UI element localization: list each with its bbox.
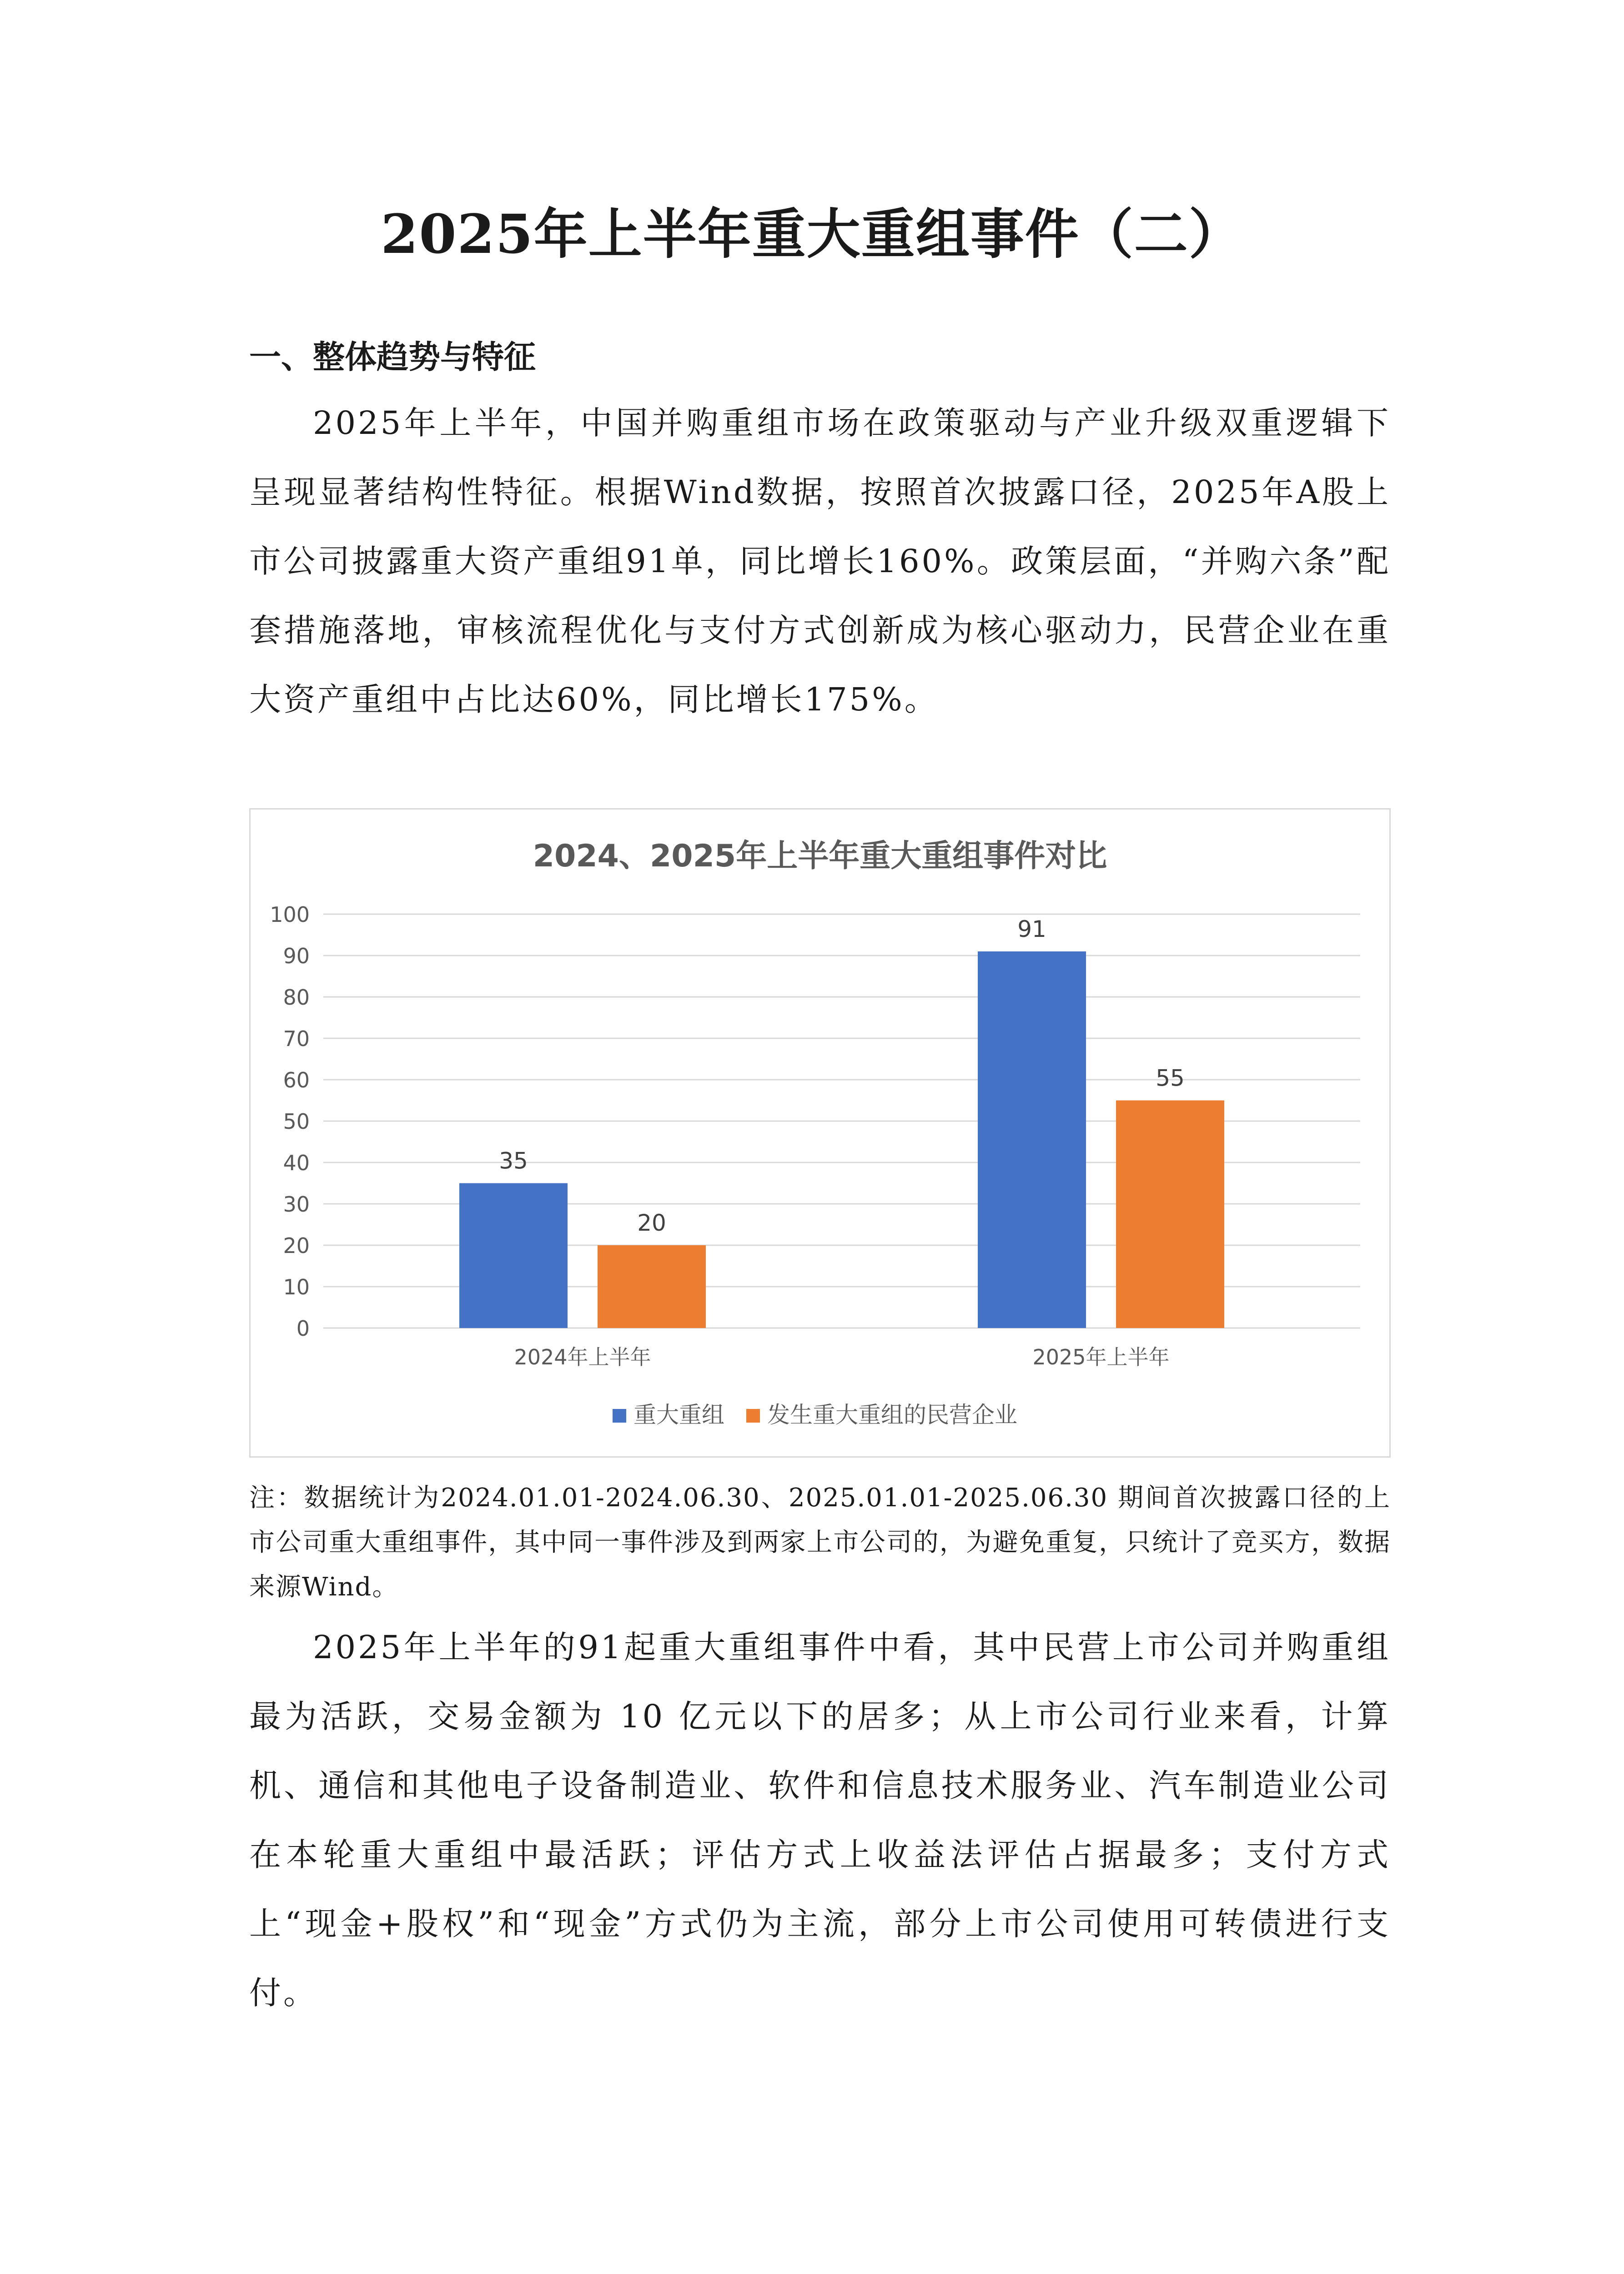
bars bbox=[459, 951, 1224, 1328]
x-category-label: 2025年上半年 bbox=[1032, 1345, 1170, 1369]
chart-title: 2024、2025年上半年重大重组事件对比 bbox=[533, 838, 1107, 874]
legend-swatch bbox=[746, 1409, 760, 1423]
y-tick-label: 10 bbox=[283, 1275, 310, 1299]
bar bbox=[459, 1183, 568, 1328]
y-tick-label: 90 bbox=[283, 944, 310, 968]
paragraph-analysis: 2025年上半年的91起重大重组事件中看，其中民营上市公司并购重组最为活跃，交易金额为 10 亿元以下的居多；从上市公司行业来看，计算机、通信和其他电子设备制造业、软件和信息技术服务业、汽车制造业公司在本轮重大重组中最活跃；评估方式上收益法评估占据最多；支付方式上“现金+股权”和“现金”方式仍为主流，部分上市公司使用可转债进行支付。 bbox=[249, 1629, 1391, 2012]
y-tick-label: 0 bbox=[296, 1316, 310, 1341]
page-title: 2025年上半年重大重组事件（二） bbox=[381, 202, 1243, 266]
y-tick-label: 40 bbox=[283, 1151, 310, 1175]
y-tick-label: 100 bbox=[270, 902, 310, 927]
legend-swatch bbox=[613, 1409, 626, 1423]
x-axis-categories bbox=[514, 1345, 1169, 1369]
chart-legend bbox=[613, 1402, 1017, 1428]
data-label: 55 bbox=[1156, 1065, 1185, 1092]
y-tick-label: 30 bbox=[283, 1192, 310, 1217]
legend-label: 重大重组 bbox=[634, 1402, 724, 1428]
y-tick-label: 80 bbox=[283, 985, 310, 1010]
y-tick-label: 20 bbox=[283, 1233, 310, 1258]
paragraph-overview: 2025年上半年，中国并购重组市场在政策驱动与产业升级双重逻辑下呈现显著结构性特征。根据Wind数据，按照首次披露口径，2025年A股上市公司披露重大资产重组91单，同比增长160%。政策层面，“并购六条”配套措施落地，审核流程优化与支付方式创新成为核心驱动力，民营企业在重大资产重组中占比达60%，同比增长175%。 bbox=[249, 404, 1391, 718]
bar bbox=[1116, 1101, 1224, 1328]
x-category-label: 2024年上半年 bbox=[514, 1345, 651, 1369]
bar bbox=[978, 951, 1086, 1328]
section-heading: 一、整体趋势与特征 bbox=[249, 338, 536, 376]
bar bbox=[598, 1245, 706, 1328]
y-tick-label: 50 bbox=[283, 1109, 310, 1134]
data-label: 35 bbox=[499, 1147, 528, 1174]
chart-note: 注：数据统计为2024.01.01-2024.06.30、2025.01.01-2025.06.30 期间首次披露口径的上市公司重大重组事件，其中同一事件涉及到两家上市公司的，为避免重复，只统计了竞买方，数据来源Wind。 bbox=[249, 1483, 1391, 1602]
legend-label: 发生重大重组的民营企业 bbox=[767, 1402, 1017, 1428]
chart-container bbox=[249, 808, 1391, 1458]
y-tick-label: 70 bbox=[283, 1026, 310, 1051]
data-label: 91 bbox=[1017, 916, 1046, 942]
y-axis-ticks bbox=[270, 902, 310, 1341]
bar-chart bbox=[251, 810, 1389, 1456]
data-label: 20 bbox=[637, 1210, 666, 1236]
y-tick-label: 60 bbox=[283, 1068, 310, 1092]
